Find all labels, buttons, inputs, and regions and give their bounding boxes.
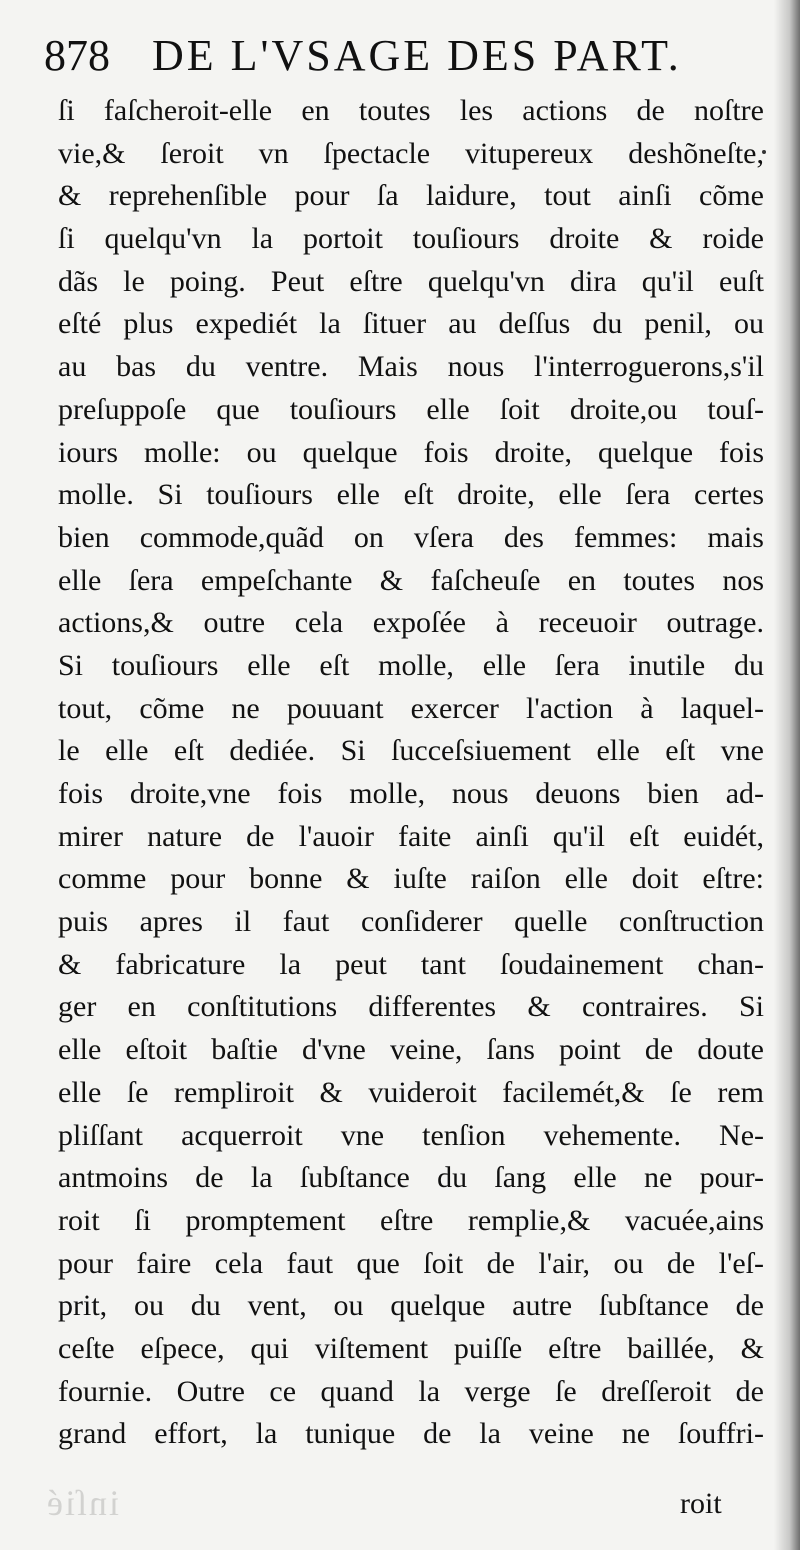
text-line: fournie. Outre ce quand la verge ſe dreſſeroit de — [58, 1374, 764, 1408]
text-line: tout, cõme ne pouuant exercer l'action à laquel- — [58, 691, 764, 725]
text-line: ſi quelqu'vn la portoit touſiours droite & roide — [58, 222, 764, 256]
text-line: au bas du ventre. Mais nous l'interroguerons,s'il — [58, 350, 764, 384]
catchword: roit — [680, 1487, 722, 1520]
text-line: vie,& ſeroit vn ſpectacle vitupereux deshõneſte, — [58, 136, 764, 170]
text-line: roit ſi promptement eſtre remplie,& vacuée,ains — [58, 1203, 764, 1237]
page-gutter-shadow — [774, 0, 800, 1550]
text-line: comme pour bonne & iuſte raiſon elle doit eſtre: — [58, 862, 764, 896]
running-head: DE L'VSAGE DES PART. — [152, 31, 682, 80]
text-line: eſté plus expediét la ſituer au deſſus du penil, ou — [58, 307, 764, 341]
text-line: pour faire cela faut que ſoit de l'air, ou de l'eſ- — [58, 1246, 764, 1280]
text-line: fois droite,vne fois molle, nous deuons bien ad- — [58, 777, 764, 810]
text-line: puis apres il faut conſiderer quelle conſtruction — [58, 905, 764, 939]
text-line: bien commode,quãd on vſera des femmes: mais — [58, 520, 764, 554]
text-line: mirer nature de l'auoir faite ainſi qu'il eſt euidét, — [58, 819, 764, 853]
text-line: dãs le poing. Peut eſtre quelqu'vn dira qu'il euſt — [58, 264, 764, 298]
text-line: pliſſant acquerroit vne tenſion vehemente. Ne- — [58, 1118, 764, 1152]
text-line: elle eſtoit baſtie d'vne veine, ſans point de doute — [58, 1033, 764, 1067]
text-line: elle ſe rempliroit & vuideroit facilemét,& ſe rem — [58, 1075, 764, 1109]
text-line: & fabricature la peut tant ſoudainement chan- — [58, 947, 764, 981]
bleed-through-text: inſié — [45, 1483, 119, 1523]
text-line: grand effort, la tunique de la veine ne ſouffri- — [58, 1417, 764, 1451]
text-line: elle ſera empeſchante & faſcheuſe en toutes nos — [58, 563, 764, 597]
text-line: ceſte eſpece, qui viſtement puiſſe eſtre baillée, & — [58, 1331, 764, 1365]
text-line: actions,& outre cela expoſée à receuoir outrage. — [58, 606, 764, 640]
text-line: antmoins de la ſubſtance du ſang elle ne pour- — [58, 1161, 764, 1195]
text-line: & reprehenſible pour ſa laidure, tout ainſi cõme — [58, 179, 764, 213]
text-line: preſuppoſe que touſiours elle ſoit droite,ou touſ- — [58, 392, 764, 426]
page-number: 878 — [44, 31, 110, 80]
text-line: prit, ou du vent, ou quelque autre ſubſtance de — [58, 1289, 764, 1323]
text-line: iours molle: ou quelque fois droite, quelque fois — [58, 435, 764, 469]
text-line: le elle eſt dediée. Si ſucceſsiuement elle eſt vne — [58, 734, 764, 768]
text-line: ger en conſtitutions differentes & contraires. Si — [58, 990, 764, 1024]
text-line: molle. Si touſiours elle eſt droite, elle ſera certes — [58, 478, 764, 512]
body-text — [58, 90, 764, 1456]
text-line: Si touſiours elle eſt molle, elle ſera inutile du — [58, 648, 764, 682]
page-header — [44, 28, 744, 88]
text-line: ſi faſcheroit-elle en toutes les actions de noſtre — [58, 94, 764, 127]
